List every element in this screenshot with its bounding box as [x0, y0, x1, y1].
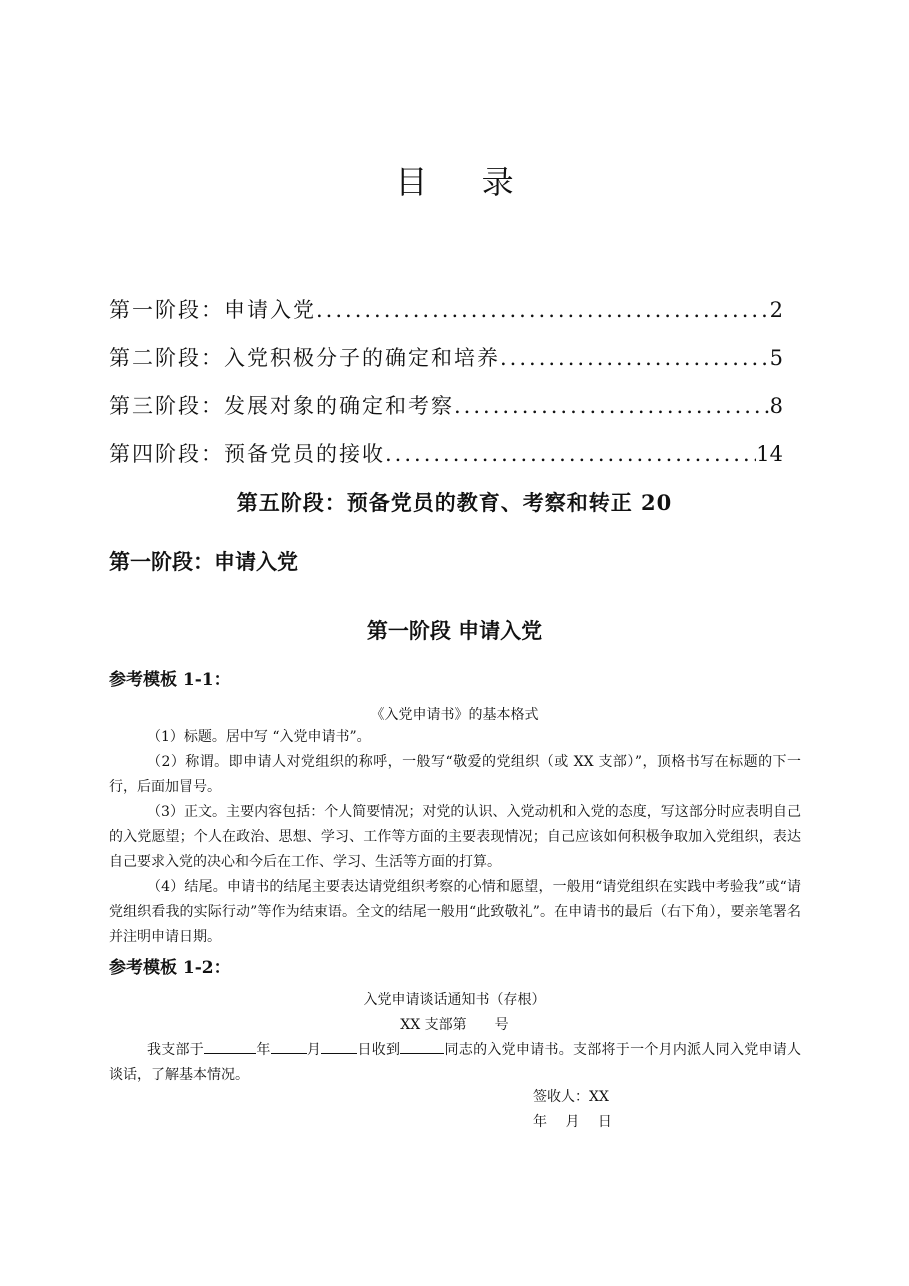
notice-text: 年	[256, 1042, 271, 1058]
toc-entry[interactable]	[109, 293, 783, 327]
toc-dot-leader	[316, 293, 770, 327]
notice-text: 月	[306, 1042, 322, 1058]
toc-entry-bold[interactable]: 第五阶段：预备党员的教育、考察和转正 20	[236, 490, 673, 515]
toc-entry-label: 第四阶段：预备党员的接收	[109, 442, 385, 466]
paragraph: （4）结尾。申请书的结尾主要表达请党组织考察的心情和愿望，一般用“请党组织在实践中考验我”或“请党组织看我的实际行动”等作为结束语。全文的结尾一般用“此致敬礼”。在申请书的最后（右下角），要亲笔署名并注明申请日期。	[109, 879, 801, 945]
template-1-1-subtitle: 《入党申请书》的基本格式	[370, 707, 539, 723]
toc-entry[interactable]	[109, 341, 783, 375]
notice-body	[109, 1038, 801, 1088]
stage-heading: 第一阶段：申请入党	[109, 550, 298, 574]
toc-entry[interactable]	[109, 437, 783, 471]
day-blank[interactable]	[321, 1039, 357, 1054]
toc-entry-page: 5	[769, 346, 783, 370]
section-heading: 第一阶段 申请入党	[366, 619, 543, 643]
toc-entry-label: 第三阶段：发展对象的确定和考察	[109, 394, 454, 418]
toc-dot-leader	[385, 437, 756, 471]
notice-text: 日收到	[357, 1042, 401, 1058]
template-1-2-label: 参考模板 1-2：	[109, 958, 231, 978]
template-1-1-label: 参考模板 1-1：	[109, 670, 231, 690]
toc-entry-page: 2	[769, 298, 783, 322]
notice-doc-number: XX 支部第 号	[400, 1017, 509, 1033]
name-blank[interactable]	[400, 1039, 444, 1054]
date-line: 年 月 日	[533, 1114, 612, 1130]
template-1-1-body	[109, 725, 801, 950]
notice-text: 同志的入党申请书。支部将于一个月内派人同入党申请人谈话，了解基本情况。	[109, 1042, 802, 1083]
notice-title: 入党申请谈话通知书（存根）	[363, 992, 546, 1008]
toc-entry-label: 第二阶段：入党积极分子的确定和培养	[109, 346, 500, 370]
toc-entry-page: 14	[756, 442, 783, 466]
toc-entry[interactable]	[109, 389, 783, 423]
paragraph: （2）称谓。即申请人对党组织的称呼，一般写“敬爱的党组织（或 XX 支部）”，顶格书写在标题的下一行，后面加冒号。	[109, 754, 801, 795]
month-blank[interactable]	[271, 1039, 307, 1054]
toc-dot-leader	[454, 389, 770, 423]
toc-title: 目 录	[395, 163, 536, 201]
notice-text: 我支部于	[147, 1042, 205, 1058]
toc-dot-leader	[500, 341, 770, 375]
year-blank[interactable]	[204, 1039, 256, 1054]
toc-entry-label: 第一阶段：申请入党	[109, 298, 316, 322]
paragraph: （3）正文。主要内容包括：个人简要情况；对党的认识、入党动机和入党的态度，写这部分时应表明自己的入党愿望；个人在政治、思想、学习、工作等方面的主要表现情况；自己应该如何积极争取加入党组织，表达自己要求入党的决心和今后在工作、学习、生活等方面的打算。	[109, 804, 801, 870]
signer-line: 签收人：XX	[533, 1089, 609, 1105]
paragraph: （1）标题。居中写 “入党申请书”。	[147, 729, 371, 745]
notice-paragraph	[109, 1038, 801, 1088]
toc-entry-page: 8	[769, 394, 783, 418]
